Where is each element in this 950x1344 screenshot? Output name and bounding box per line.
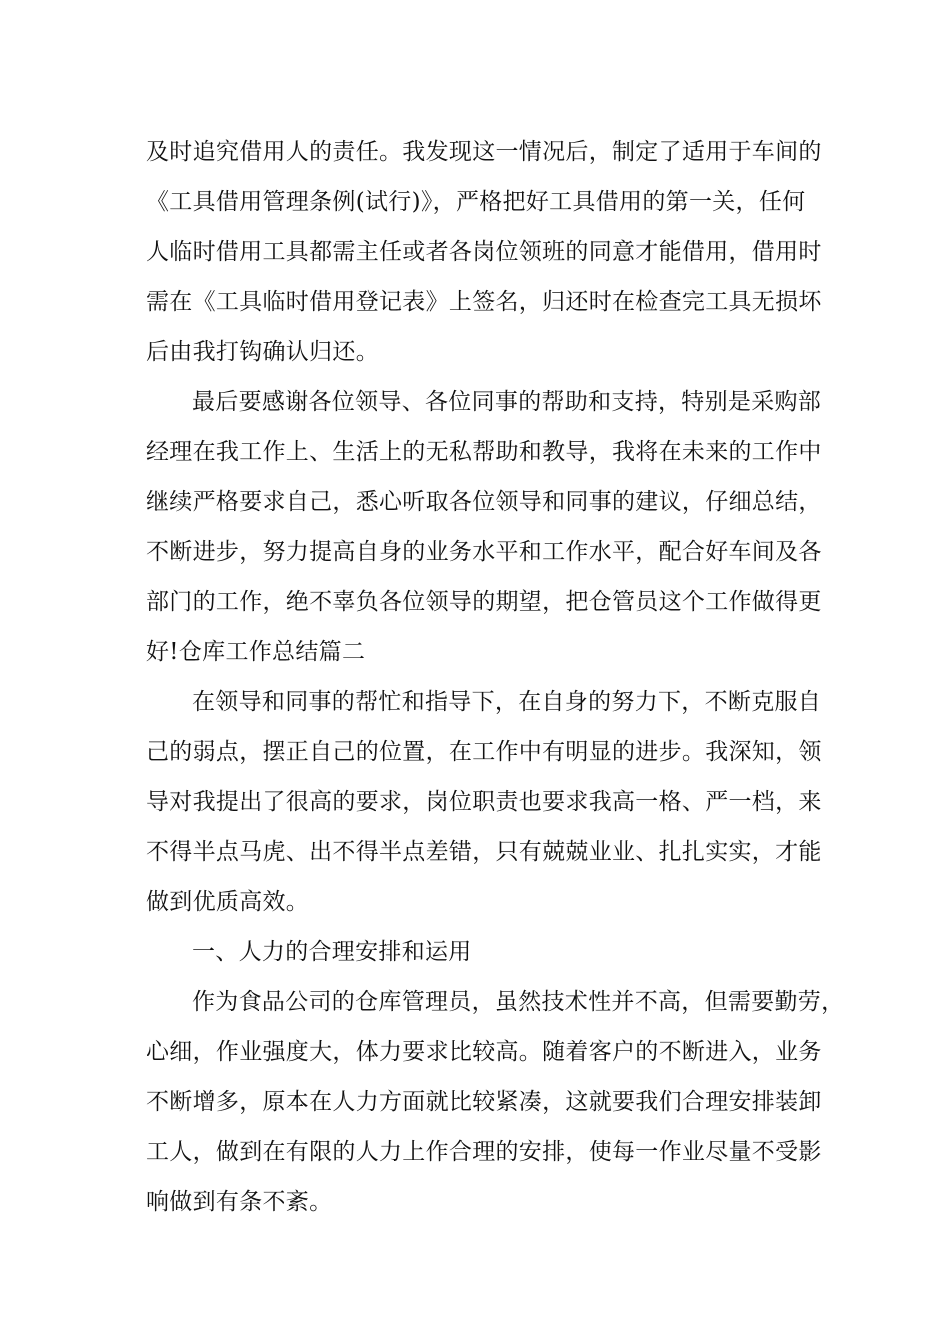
- paragraph-first-line: 作为食品公司的仓库管理员，虽然技术性并不高，但需要勤劳，: [192, 989, 845, 1015]
- text-line: 《工具借用管理条例(试行)》，严格把好工具借用的第一关，任何: [146, 189, 806, 215]
- document-body: [146, 132, 845, 1232]
- text-line: 及时追究借用人的责任。我发现这一情况后，制定了适用于车间的: [146, 139, 822, 165]
- section-heading: 一、人力的合理安排和运用: [192, 939, 472, 965]
- text-line: 心细，作业强度大，体力要求比较高。随着客户的不断进入，业务: [146, 1039, 822, 1065]
- text-line: 部门的工作，绝不辜负各位领导的期望，把仓管员这个工作做得更: [146, 589, 822, 615]
- text-line: 导对我提出了很高的要求，岗位职责也要求我高一格、严一档，来: [146, 789, 822, 815]
- text-line: 人临时借用工具都需主任或者各岗位领班的同意才能借用，借用时: [146, 239, 822, 265]
- text-line: 工人，做到在有限的人力上作合理的安排，使每一作业尽量不受影: [146, 1139, 822, 1165]
- text-line: 响做到有条不紊。: [146, 1189, 333, 1215]
- text-line: 继续严格要求自己，悉心听取各位领导和同事的建议，仔细总结，: [146, 489, 822, 515]
- text-line: 做到优质高效。: [146, 889, 310, 915]
- paragraph-first-line: 在领导和同事的帮忙和指导下，在自身的努力下，不断克服自: [192, 689, 822, 715]
- text-line: 后由我打钩确认归还。: [146, 339, 379, 365]
- text-line: 不得半点马虎、出不得半点差错，只有兢兢业业、扎扎实实，才能: [146, 839, 822, 865]
- text-line: 好!仓库工作总结篇二: [146, 639, 366, 665]
- text-line: 己的弱点，摆正自己的位置，在工作中有明显的进步。我深知，领: [146, 739, 822, 765]
- text-line: 不断进步，努力提高自身的业务水平和工作水平，配合好车间及各: [146, 539, 822, 565]
- text-line: 经理在我工作上、生活上的无私帮助和教导，我将在未来的工作中: [146, 439, 822, 465]
- text-line: 不断增多，原本在人力方面就比较紧凑，这就要我们合理安排装卸: [146, 1089, 822, 1115]
- text-line: 需在《工具临时借用登记表》上签名，归还时在检查完工具无损坏: [146, 289, 822, 315]
- paragraph-first-line: 最后要感谢各位领导、各位同事的帮助和支持，特别是采购部: [192, 389, 822, 415]
